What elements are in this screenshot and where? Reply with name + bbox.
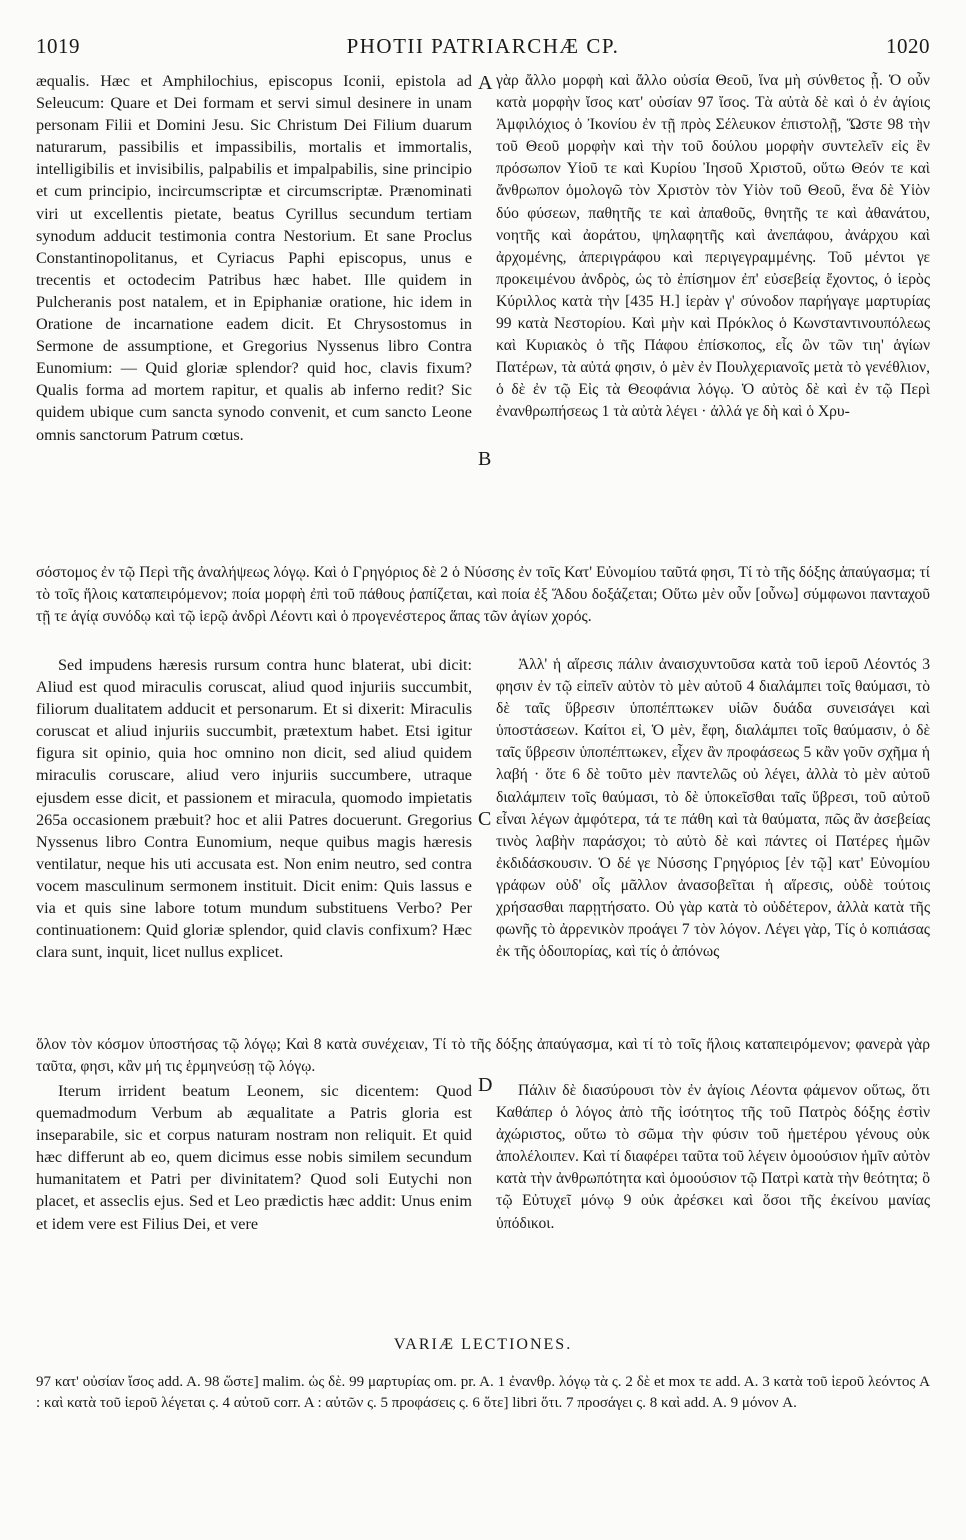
latin-paragraph-3: Iterum irrident beatum Leonem, sic dicentem: Quod quemadmodum Verbum ab æqualitate a Patris gloria est inseparabile, sic et corpus naturam nostram non reliquit. Et quid hæc differunt ab eo, quem dicimus esse nobis similem secundum humanitatem et Patri per divinitatem? Quod soli Eutychi non placet, et asseclis ejus. Sed et Leo prædictis hæc addit: Unus enim et idem vere est Filius Dei, et vere [36,1082,472,1233]
latin-column-3 [36,1080,472,1235]
marker-a: A [478,72,493,94]
variae-lectiones-heading: VARIÆ LECTIONES. [393,1336,573,1353]
greek-column-2 [496,654,930,963]
greek-full-width-2 [36,1034,930,1078]
latin-column-2 [36,654,472,963]
latin-column-1 [36,70,472,446]
greek-full-width-1 [36,562,930,628]
running-title: PHOTII PATRIARCHÆ CP. [346,34,620,58]
greek-paragraph-1: γὰρ ἄλλο μορφὴ καὶ ἄλλο οὐσία Θεοῦ, ἵνα μὴ σύνθετος ᾖ. Ὁ οὖν κατὰ μορφὴν ἴσος κατ' οὐσίαν 97 ἴσος. Τὰ αὐτὰ δὲ καὶ ὁ ἐν ἁγίοις Ἀμφιλόχιος ὁ Ἰκονίου ἐν τῇ πρὸς Σέλευκον ἐπιστολῇ, Ὥστε 98 τὴν τοῦ Θεοῦ μορφὴν καὶ τὴν τοῦ δούλου μορφὴν συντελεῖν εἰς ἓν πρόσωπον Υἱοῦ τε καὶ Κυρίου Ἰησοῦ Χριστοῦ, οὕτω Θεόν τε καὶ ἄνθρωπον ὁμολογῶ τὸν Χριστὸν τὸν Υἱὸν τοῦ Θεοῦ, ἕνα δὲ Υἱὸν δύο φύσεων, παθητῆς τε καὶ ἀπαθοῦς, θνητῆς τε καὶ ἀθανάτου, νοητῆς καὶ ἀοράτου, ψηλαφητῆς καὶ ἀνεπάφου, ἀνάρχου καὶ ἀρχομένης, ἀπεριγράφου καὶ περιγεγραμμένης. Τοῦ μέντοι γε προκειμένου ἀνδρὸς, ὡς τὸ ἐπίσημον ἐπ' εὐσεβείᾳ ἔχοντος, ὁ ἱερὸς Κύριλλος κατὰ τὴν [435 H.] ἱερὰν γ' σύνοδον παρήγαγε μαρτυρίας 99 κατὰ Νεστορίου. Καὶ μὴν καὶ Πρόκλος ὁ Κωνσταντινουπόλεως καὶ Κυριακὸς ὁ τῆς Πάφου ἐπίσκοπος, εἷς ὢν τῶν τιη' ἁγίων Πατέρων, τὰ αὐτά φησιν, ὁ μὲν ἐν Πουλχεριανοῖς μετὰ τὸ γενέθλιον, ὁ δὲ ἐν τῷ Εἰς τὰ Θεοφάνια λόγῳ. Ὁ αὐτὸς δὲ καὶ ἐν τῷ Περὶ ἐνανθρωπήσεως 1 τὰ αὐτὰ λέγει · ἀλλά γε δὴ καὶ ὁ Χρυ- [496,72,930,421]
greek-continuation-1: σόστομος ἐν τῷ Περὶ τῆς ἀναλήψεως λόγῳ. Καὶ ὁ Γρηγόριος δὲ 2 ὁ Νύσσης ἐν τοῖς Κατ' Εὐνομίου ταῦτά φησι, Τί τὸ τῆς δόξης ἀπαύγασμα; τί τὸ τοῖς ἥλοις καταπειρόμενον; ποία μορφὴ ἐπὶ τοῦ πάθους ῥαπίζεται, καὶ ποία ἐξ Ἅδου δοξάζεται; Οὕτω μὲν οὖν [οὖνω] σύμφωνοι πανταχοῦ τῇ τε ἁγίᾳ συνόδῳ καὶ τῷ ἱερῷ ἀνδρὶ Λέοντι καὶ ὁ προγενέστερος ἅπας τῶν ἁγίων χορός. [36,564,930,625]
greek-column-1 [496,70,930,424]
marker-b: B [478,448,492,470]
marker-d: D [478,1074,493,1096]
greek-paragraph-2: Ἀλλ' ἡ αἵρεσις πάλιν ἀναισχυντοῦσα κατὰ τοῦ ἱεροῦ Λέοντός 3 φησιν ἐν τῷ εἰπεῖν αὐτὸν τὸ μὲν αὐτοῦ 4 διαλάμπει τοῖς θαύμασι, τὸ δὲ ταῖς ὕβρεσιν ὑποπέπτωκεν υἱῶν δυάδα συνεισάγει καὶ ὑποστάσεων. Καίτοι εἰ, Ὁ μὲν, ἔφη, διαλάμπει τοῖς θαύμασιν, ὁ δὲ ταῖς ὕβρεσιν ὑποπέπτωκεν, εἶχεν ἂν προφάσεως 5 κἂν γοῦν σχῆμα ἡ λαβή · ὅτε 6 δὲ τοῦτο μὲν παντελῶς οὐ λέγει, ἀλλὰ τὸ μὲν αὐτοῦ διαλάμπειν τοῖς θαύμασι, τὸ δὲ ὑποκεῖσθαι ταῖς ὕβρεσι, τοῦ αὐτοῦ εἶναι λέγων ἀμφότερα, τά τε πάθη καὶ τὰ θαύματα, πῶς ἂν ἀσεβείας τινὸς λαβὴν παράσχοι; τὸ αὐτὸ δὲ καὶ πάντες οἱ Πατέρες ἡμῶν ἐκδιδάσκουσιν. Ὁ δέ γε Νύσσης Γρηγόριος [ἐν τῷ] κατ' Εὐνομίου γράφων οὐδ' οἷς μᾶλλον ἀνασοβεῖται ἡ αἵρεσις, οὐδὲ τούτοις χρήσασθαι παρῃτήσατο. Οὐ γὰρ κατὰ τὸ οὐδέτερον, ἀλλὰ κατὰ τῆς φωνῆς τὸ ἀρρενικὸν προάγει 7 τὸν λόγον. Λέγει γὰρ, Τίς ὁ κοπιάσας ἐκ τῆς ὁδοιπορίας, καὶ τίς ὁ ἀπόνως [496,656,930,961]
latin-paragraph-1: æqualis. Hæc et Amphilochius, episcopus Iconii, epistola ad Seleucum: Quare et Dei formam et servi simul desinere in unam personam Filii et Domini Jesu. Sic Christum Dei Filium duarum naturarum, passibilis et impassibilis, mortalis et immortalis, intelligibilis et invisibilis, palpabilis et impalpabilis, sine principio et cum principio, incircumscriptæ et circumscriptæ. Prænominati viri ut excellentis pietate, beatus Cyrillus secundum tertiam synodum adducit testimonia contra Nestorium. Et sane Proclus Constantinopolitanus, et Cyriacus Paphi episcopus, unus e trecentis et octodecim Patribus hæc habet. Ille quidem in Pulcheranis post natalem, et in Epiphaniæ oratione, hic idem in Oratione de incarnatione eadem dicit. Et Chrysostomus in Sermone de assumptione, et Gregorius Nyssenus libro Contra Eunomium: — Quid gloriæ splendor? quid hoc, clavis fixum? Qualis forma ad mortem rapitur, et qualis ab inferno redit? Sic quidem ubique cum sancta synodo convenit, et cum sancto Leone omnis sanctorum Patrum cœtus. [36,72,472,444]
greek-column-3 [496,1080,930,1235]
variae-lectiones-notes: 97 κατ' οὐσίαν ἴσος add. A. 98 ὥστε] malim. ὡς δὲ. 99 μαρτυρίας om. pr. A. 1 ἐνανθρ. λόγῳ τὰ ς. 2 δὲ et mox τε add. A. 3 κατὰ τοῦ ἱεροῦ λεόντος A : καὶ κατὰ τοῦ ἱεροῦ λέγεται ς. 4 αὐτοῦ corr. A : αὐτῶν ς. 5 προφάσεις ς. 6 ὅτε] libri ὅτι. 7 προσάγει ς. 8 καὶ add. A. 9 μόνον A. [36,1374,930,1411]
page-number-right: 1020 [886,34,930,58]
greek-paragraph-3: Πάλιν δὲ διασύρουσι τὸν ἐν ἁγίοις Λέοντα φάμενον οὕτως, ὅτι Καθάπερ ὁ λόγος ἀπὸ τῆς ἰσότητος τῆς τοῦ Πατρὸς δόξης ἐστὶν ἀχώριστος, οὕτω τὸ σῶμα τὴν φύσιν τοῦ ἡμετέρου γένους οὐκ ἀπολέλοιπεν. Καὶ τί διαφέρει ταῦτα τοῦ λέγειν ὁμοούσιον ἡμῖν αὐτὸν κατὰ τὴν ἀνθρωπότητα καὶ ὁμοούσιον τῷ Πατρὶ κατὰ τὴν θεότητα; ὃ τῷ Εὐτυχεῖ μόνῳ 9 οὐκ ἀρέσκει καὶ ὅσοι τῆς ἐκείνου μανίας ὑπόδικοι. [496,1082,930,1232]
page-header [36,34,930,60]
page-number-left: 1019 [36,34,80,58]
latin-paragraph-2: Sed impudens hæresis rursum contra hunc blaterat, ubi dicit: Aliud est quod miraculis coruscat, aliud quod injuriis succumbit, filiorum dualitatem adducit et personarum. Et si dixerit: Miraculis coruscat et aliud injuriis succumbit, prætextum habet. Etsi igitur figura sit opinio, quia hoc omnino non dicit, sed aliud quidem miraculis coruscare, aliud vero injuriis succumbere, utraque ejusdem esse dicit, et passionem et miracula, quomodo impietatis 265a occasionem præbuit? hoc et alii Patres docuerunt. Gregorius Nyssenus libro Contra Eunomium, neque quibus magis hæresis ventilatur, neque his uti accusata est. Non enim neutro, sed contra vocem masculinum sermonem instituit. Dicit enim: Quis lassus e via et quis sine labore totum mundum substituens Verbo? Per continuationem: Quid gloriæ splendor, quid clavis confixum? Hæc clara sunt, inquit, licet nullus explicet. [36,656,472,962]
marker-c: C [478,808,492,830]
greek-continuation-2: ὅλον τὸν κόσμον ὑποστήσας τῷ λόγῳ; Καὶ 8 κατὰ συνέχειαν, Τί τὸ τῆς δόξης ἀπαύγασμα, καὶ τί τὸ τοῖς ἥλοις καταπειρόμενον; φανερὰ γὰρ ταῦτα, φησι, κἂν μή τις ἑρμηνεύσῃ τῷ λόγῳ. [36,1036,930,1075]
